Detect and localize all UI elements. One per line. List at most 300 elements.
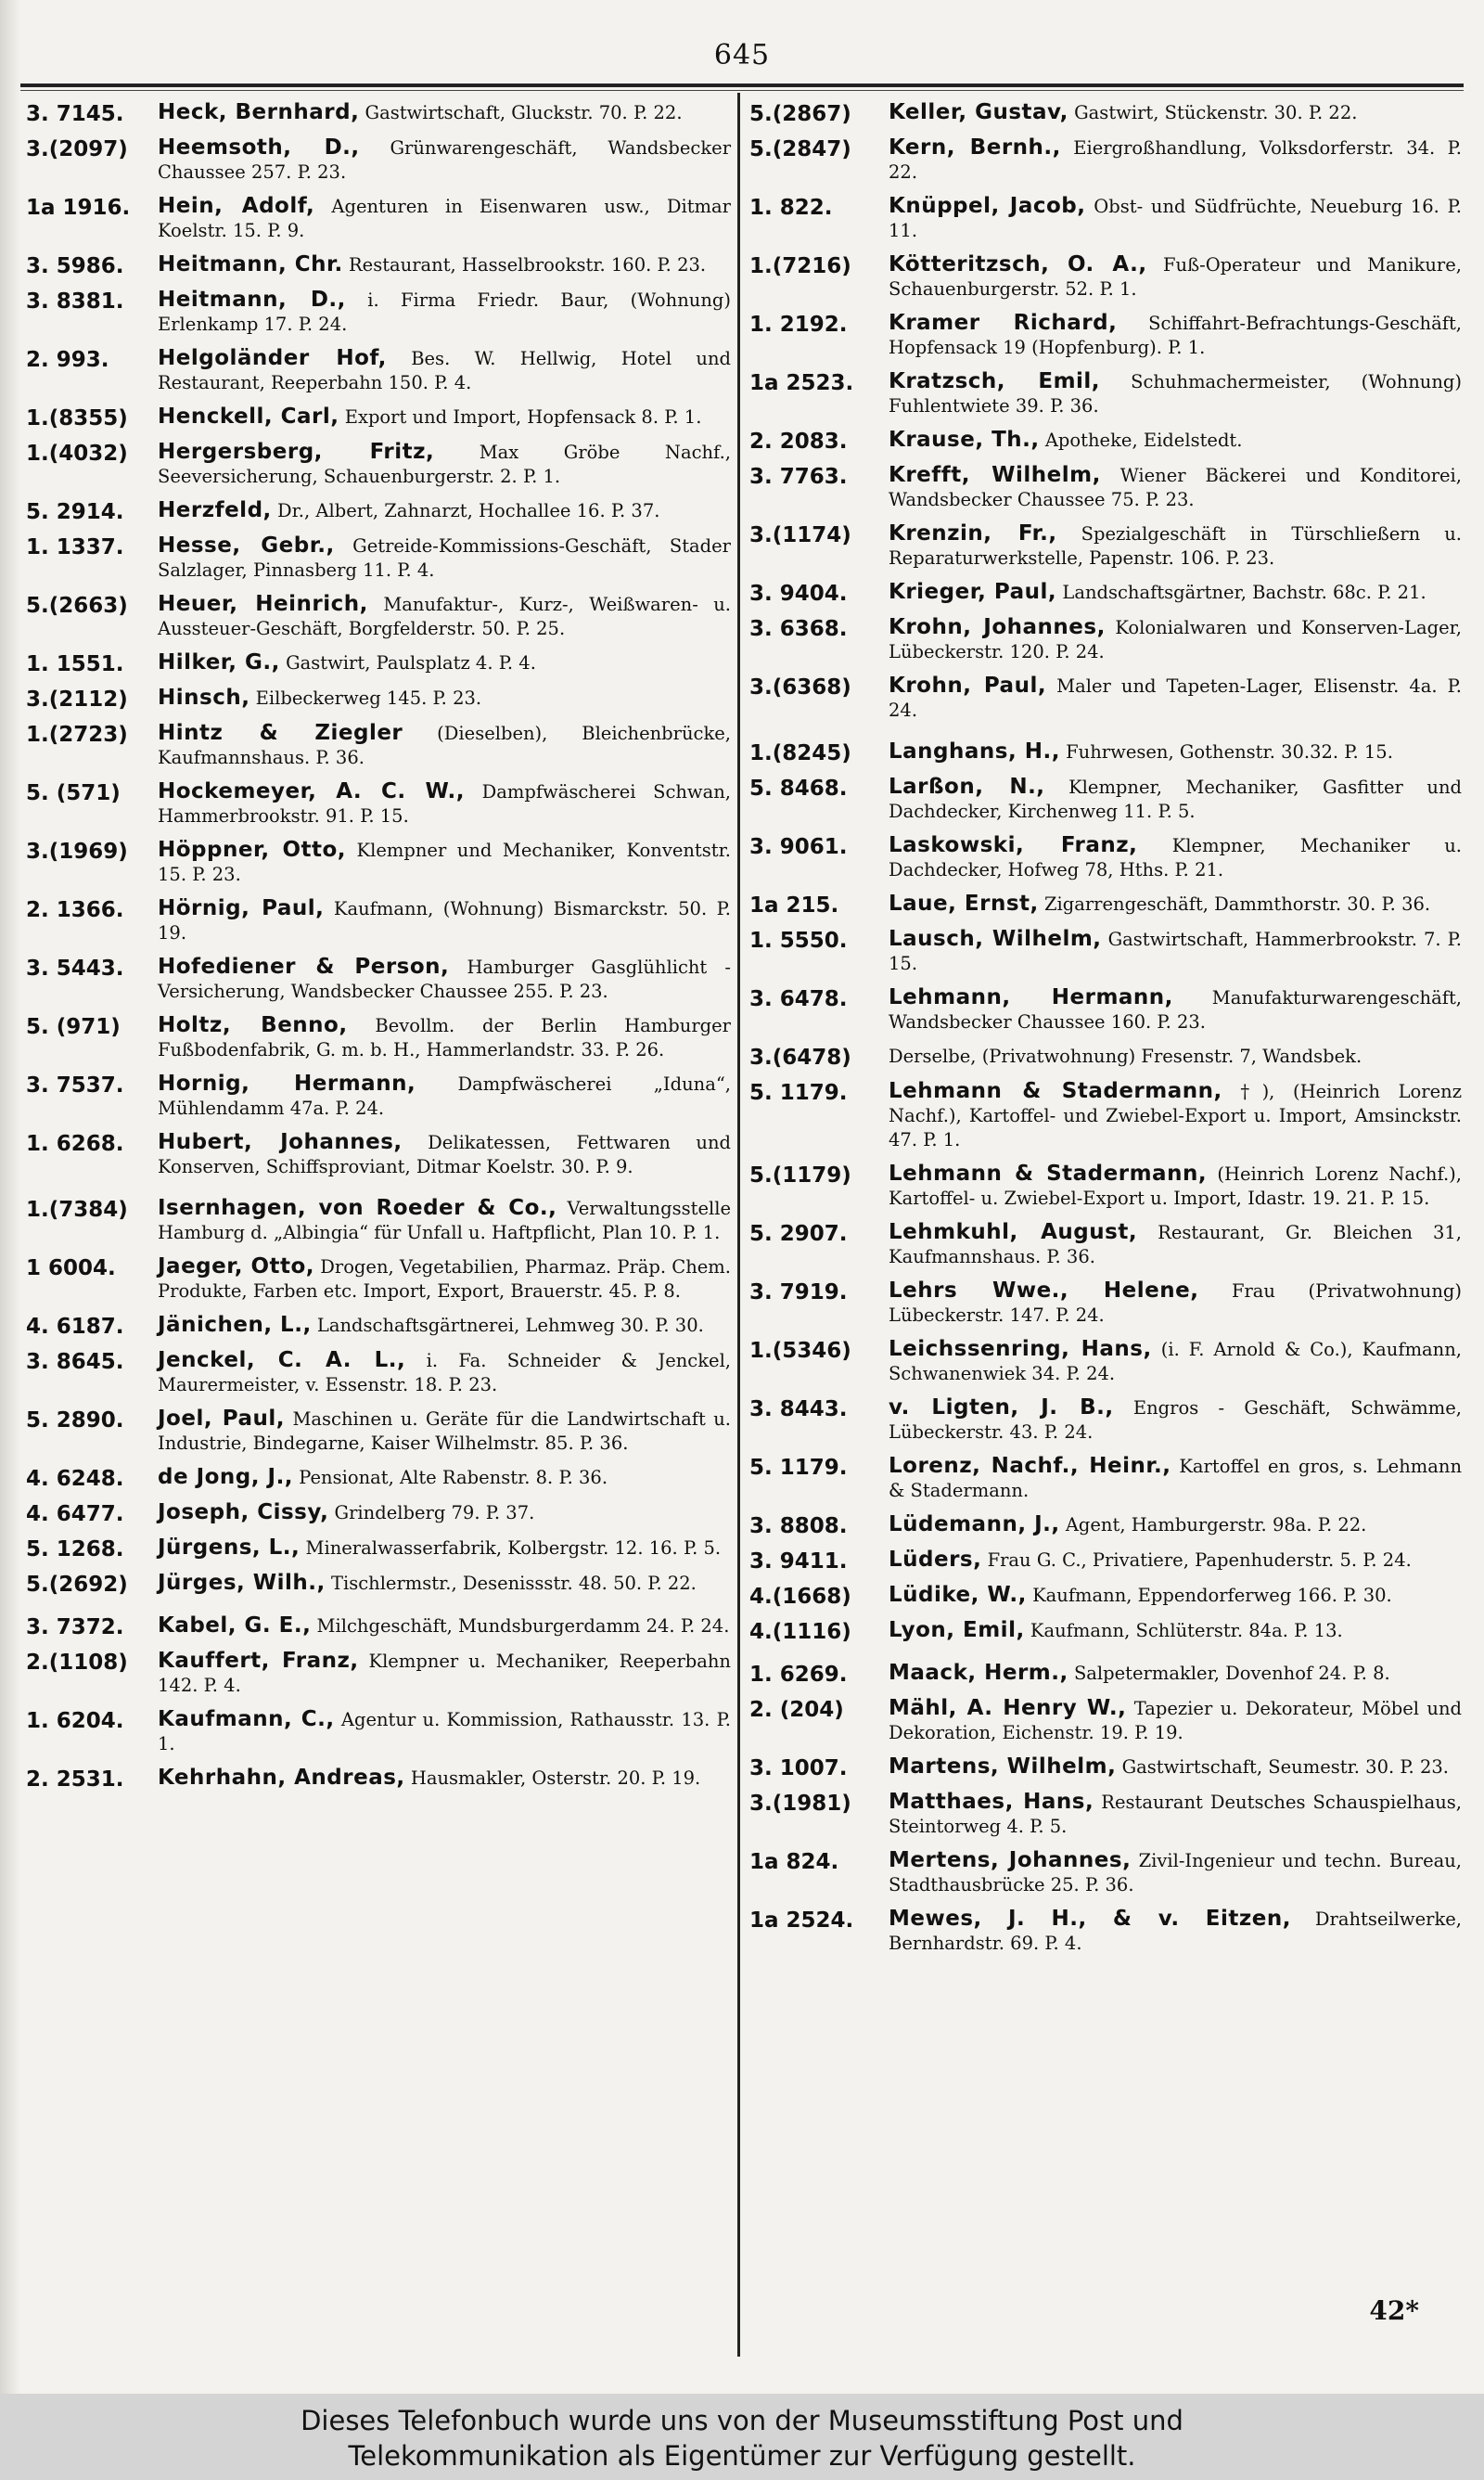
entry-name: Kötteritzsch, O. A., xyxy=(889,252,1147,276)
entry-name: Martens, Wilhelm, xyxy=(889,1754,1117,1779)
entry-text xyxy=(158,1348,731,1397)
entry-details: i. Firma Friedr. Baur, (Wohnung) Erlenkamp 17. P. 24. xyxy=(158,289,731,335)
entry-phone-number: 3. 8381. xyxy=(26,289,124,314)
entry-text xyxy=(158,1196,731,1245)
entry-name: Knüppel, Jacob, xyxy=(889,194,1086,218)
entry-text xyxy=(889,985,1462,1034)
footer-line-1: Dieses Telefonbuch wurde uns von der Museumsstiftung Post und xyxy=(301,2405,1183,2436)
directory-entry xyxy=(26,1072,731,1121)
directory-entry xyxy=(749,985,1462,1034)
entry-text xyxy=(889,927,1462,976)
entry-text xyxy=(889,521,1462,571)
directory-entry xyxy=(26,1649,731,1698)
entry-text xyxy=(158,721,731,770)
directory-entry xyxy=(26,194,731,243)
directory-entry xyxy=(26,100,731,126)
entry-text xyxy=(889,1907,1462,1956)
entry-phone-number: 1a 824. xyxy=(749,1850,839,1874)
directory-entry xyxy=(26,779,731,829)
entry-details: Landschaftsgärtner, Bachstr. 68c. P. 21. xyxy=(1062,582,1426,603)
entry-name: de Jong, J., xyxy=(158,1465,294,1489)
entry-phone-number: 5.(2867) xyxy=(749,102,851,126)
entry-name: Hergersberg, Fritz, xyxy=(158,440,435,464)
entry-details: Spezialgeschäft in Türschließern u. Reparaturwerkstelle, Papenstr. 106. P. 23. xyxy=(889,523,1462,569)
entry-text xyxy=(158,1536,731,1561)
entry-details: Tischlermstr., Desenissstr. 48. 50. P. 22. xyxy=(330,1573,697,1594)
entry-phone-number: 3. 5986. xyxy=(26,254,124,278)
entry-details: Grindelberg 79. P. 37. xyxy=(334,1502,535,1523)
entry-name: Holtz, Benno, xyxy=(158,1013,348,1037)
entry-phone-number: 3. 8808. xyxy=(749,1514,848,1538)
entry-text xyxy=(158,650,731,676)
entry-details: Agenturen in Eisenwaren usw., Ditmar Koelstr. 15. P. 9. xyxy=(158,196,731,241)
entry-text xyxy=(889,252,1462,302)
directory-entry xyxy=(26,838,731,887)
entry-name: Lüders, xyxy=(889,1548,982,1572)
entry-phone-number: 4.(1668) xyxy=(749,1585,851,1609)
entry-text xyxy=(158,1130,731,1179)
entry-name: Kern, Bernh., xyxy=(889,135,1061,160)
entry-phone-number: 1.(5346) xyxy=(749,1339,851,1363)
entry-name: Larßon, N., xyxy=(889,775,1045,799)
entry-phone-number: 4.(1116) xyxy=(749,1620,851,1644)
entry-name: Mewes, J. H., & v. Eitzen, xyxy=(889,1907,1291,1931)
entry-text xyxy=(158,1649,731,1698)
directory-entry xyxy=(26,1613,731,1639)
directory-entry xyxy=(26,896,731,945)
entry-name: Kaufmann, C., xyxy=(158,1707,335,1731)
entry-name: Krohn, Johannes, xyxy=(889,615,1106,639)
entry-details: Kartoffel en gros, s. Lehmann & Stadermann. xyxy=(889,1456,1462,1501)
footer-line-2: Telekommunikation als Eigentümer zur Verfügung gestellt. xyxy=(348,2440,1136,2472)
entry-text xyxy=(889,1162,1462,1211)
entry-details: Mineralwasserfabrik, Kolbergstr. 12. 16. P. 5. xyxy=(305,1537,722,1559)
directory-entry xyxy=(26,1500,731,1526)
entry-name: Hornig, Hermann, xyxy=(158,1072,416,1096)
entry-details: Fuhrwesen, Gothenstr. 30.32. P. 15. xyxy=(1066,741,1393,763)
entry-phone-number: 1.(2723) xyxy=(26,723,128,747)
entry-phone-number: 3. 7919. xyxy=(749,1280,848,1304)
entry-text xyxy=(889,1512,1462,1538)
directory-entry xyxy=(26,1536,731,1561)
entry-phone-number: 3. 6368. xyxy=(749,617,848,641)
entry-name: Langhans, H., xyxy=(889,739,1060,764)
entry-details: Klempner u. Mechaniker, Reeperbahn 142. P. 4. xyxy=(158,1651,731,1696)
entry-details: Dr., Albert, Zahnarzt, Hochallee 16. P. 37. xyxy=(276,500,660,521)
entry-phone-number: 3.(6478) xyxy=(749,1046,851,1070)
entry-text xyxy=(889,674,1462,723)
entry-text xyxy=(889,739,1462,765)
directory-entry xyxy=(26,288,731,337)
directory-entry xyxy=(749,1044,1462,1070)
directory-entry xyxy=(749,428,1462,454)
entry-name: Lausch, Wilhelm, xyxy=(889,927,1102,951)
entry-text xyxy=(158,194,731,243)
entry-phone-number: 4. 6477. xyxy=(26,1502,124,1526)
entry-name: Joseph, Cissy, xyxy=(158,1500,329,1524)
entry-details: Zivil-Ingenieur und techn. Bureau, Stadthausbrücke 25. P. 36. xyxy=(889,1850,1463,1895)
entry-text xyxy=(158,533,731,583)
entry-name: Krefft, Wilhelm, xyxy=(889,463,1101,487)
entry-details: Milchgeschäft, Mundsburgerdamm 24. P. 24. xyxy=(316,1615,730,1637)
entry-details: Gastwirtschaft, Gluckstr. 70. P. 22. xyxy=(365,102,683,123)
entry-phone-number: 3.(6368) xyxy=(749,675,851,700)
entry-name: Hofediener & Person, xyxy=(158,955,450,979)
entry-phone-number: 4. 6187. xyxy=(26,1315,124,1339)
entry-name: Jenckel, C. A. L., xyxy=(158,1348,406,1372)
entry-name: Kauffert, Franz, xyxy=(158,1649,359,1673)
entry-details: i. Fa. Schneider & Jenckel, Maurermeister, v. Essenstr. 18. P. 23. xyxy=(158,1350,732,1395)
entry-name: v. Ligten, J. B., xyxy=(889,1395,1114,1420)
entry-details: Obst- und Südfrüchte, Neueburg 16. P. 11. xyxy=(889,196,1462,241)
directory-entry xyxy=(749,1454,1462,1503)
entry-name: Jürgens, L., xyxy=(158,1536,301,1560)
entry-text xyxy=(158,252,731,278)
entry-phone-number: 1.(7216) xyxy=(749,254,851,278)
entry-text xyxy=(889,1790,1462,1839)
directory-entry xyxy=(749,1661,1462,1687)
entry-phone-number: 3.(2097) xyxy=(26,137,128,161)
entry-name: Mertens, Johannes, xyxy=(889,1848,1132,1872)
entry-name: Lehmann, Hermann, xyxy=(889,985,1173,1009)
entry-text xyxy=(889,833,1462,882)
directory-entry xyxy=(749,252,1462,302)
entry-phone-number: 3. 6478. xyxy=(749,987,848,1011)
entry-text xyxy=(158,135,731,185)
entry-details: Gastwirt, Stückenstr. 30. P. 22. xyxy=(1074,102,1358,123)
directory-entry xyxy=(749,615,1462,664)
page-signature: 42* xyxy=(1369,2295,1419,2326)
entry-name: Helgoländer Hof, xyxy=(158,346,387,370)
entry-text xyxy=(158,1766,731,1792)
entry-phone-number: 3. 7537. xyxy=(26,1073,124,1098)
entry-text xyxy=(889,369,1462,418)
directory-entry xyxy=(26,650,731,676)
directory-entry xyxy=(749,833,1462,882)
entry-phone-number: 3. 9404. xyxy=(749,582,848,606)
directory-entry xyxy=(26,1130,731,1179)
footer-notice xyxy=(0,2394,1484,2480)
entry-text xyxy=(889,135,1462,185)
entry-phone-number: 3.(2112) xyxy=(26,687,128,712)
entry-phone-number: 3. 7763. xyxy=(749,465,848,489)
entry-text xyxy=(889,775,1462,824)
entry-phone-number: 1a 1916. xyxy=(26,196,131,220)
entry-name: Maack, Herm., xyxy=(889,1661,1068,1685)
entry-phone-number: 5. 2914. xyxy=(26,500,124,524)
entry-text xyxy=(158,1571,731,1597)
directory-entry xyxy=(26,440,731,489)
entry-details: Gastwirtschaft, Seumestr. 30. P. 23. xyxy=(1121,1756,1449,1778)
directory-entry xyxy=(749,674,1462,723)
entry-name: Joel, Paul, xyxy=(158,1407,286,1431)
entry-details: Agent, Hamburgerstr. 98a. P. 22. xyxy=(1065,1514,1367,1536)
entry-details: Kaufmann, (Wohnung) Bismarckstr. 50. P. 19. xyxy=(158,898,731,944)
entry-name: Höppner, Otto, xyxy=(158,838,347,862)
entry-phone-number: 3. 5443. xyxy=(26,957,124,981)
entry-phone-number: 3. 7372. xyxy=(26,1615,124,1639)
entry-details: Kolonialwaren und Konserven-Lager, Lübeckerstr. 120. P. 24. xyxy=(889,617,1462,662)
entry-phone-number: 3. 1007. xyxy=(749,1756,848,1780)
entry-text xyxy=(889,1696,1462,1745)
entry-text xyxy=(158,1013,731,1062)
column-divider xyxy=(737,93,740,2357)
entry-phone-number: 1. 6204. xyxy=(26,1709,124,1733)
directory-entry xyxy=(749,1754,1462,1780)
entry-text xyxy=(158,896,731,945)
entry-phone-number: 3. 9061. xyxy=(749,835,848,859)
directory-entry xyxy=(26,498,731,524)
directory-entry xyxy=(749,892,1462,918)
entry-phone-number: 1. 822. xyxy=(749,196,833,220)
entry-details: Schuhmachermeister, (Wohnung) Fuhlentwiete 39. P. 36. xyxy=(889,371,1462,417)
entry-details: Frau G. C., Privatiere, Papenhuderstr. 5. P. 24. xyxy=(987,1549,1412,1571)
entry-details: Delikatessen, Fettwaren und Konserven, Schiffsproviant, Ditmar Koelstr. 30. P. 9. xyxy=(158,1132,731,1177)
entry-details: Dampfwäscherei Schwan, Hammerbrookstr. 91. P. 15. xyxy=(158,781,731,827)
directory-entry xyxy=(26,405,731,430)
directory-entry xyxy=(749,521,1462,571)
entry-phone-number: 3. 8443. xyxy=(749,1397,848,1421)
entry-text xyxy=(158,288,731,337)
entry-details: Max Gröbe Nachf., Seeversicherung, Schauenburgerstr. 2. P. 1. xyxy=(158,442,731,487)
directory-entry xyxy=(749,1907,1462,1956)
entry-phone-number: 1a 215. xyxy=(749,893,839,918)
entry-phone-number: 1. 1337. xyxy=(26,535,124,559)
directory-entry xyxy=(26,1254,731,1304)
entry-phone-number: 1. 6269. xyxy=(749,1663,848,1687)
directory-entry xyxy=(749,1220,1462,1269)
entry-details: Agentur u. Kommission, Rathausstr. 13. P. 1. xyxy=(158,1709,732,1754)
entry-name: Herzfeld, xyxy=(158,498,272,522)
directory-entry xyxy=(749,1548,1462,1574)
entry-phone-number: 1a 2523. xyxy=(749,371,854,395)
entry-details: Restaurant Deutsches Schauspielhaus, Steintorweg 4. P. 5. xyxy=(889,1792,1462,1837)
directory-entry xyxy=(26,346,731,395)
entry-name: Hein, Adolf, xyxy=(158,194,315,218)
entry-phone-number: 2. 2083. xyxy=(749,430,848,454)
entry-details: Hamburger Gasglühlicht - Versicherung, Wandsbecker Chaussee 255. P. 23. xyxy=(158,957,731,1002)
entry-details: Drogen, Vegetabilien, Pharmaz. Präp. Chem. Produkte, Farben etc. Import, Export, Brauerstr. 45. P. 8. xyxy=(158,1256,731,1302)
entry-text xyxy=(158,498,731,524)
entry-details: Derselbe, (Privatwohnung) Fresenstr. 7, Wandsbek. xyxy=(889,1046,1362,1067)
entry-text xyxy=(889,1337,1462,1386)
directory-entry xyxy=(749,1162,1462,1211)
entry-name: Lehmkuhl, August, xyxy=(889,1220,1138,1244)
entry-text xyxy=(889,1754,1462,1780)
entry-name: Krieger, Paul, xyxy=(889,580,1057,604)
entry-name: Lüdike, W., xyxy=(889,1583,1027,1607)
top-rule xyxy=(20,84,1464,91)
entry-details: Drahtseilwerke, Bernhardstr. 69. P. 4. xyxy=(889,1908,1463,1954)
entry-details: Bes. W. Hellwig, Hotel und Restaurant, Reeperbahn 150. P. 4. xyxy=(158,348,731,393)
entry-text xyxy=(158,955,731,1004)
directory-entry xyxy=(749,1079,1462,1152)
entry-details: Kaufmann, Eppendorferweg 166. P. 30. xyxy=(1032,1585,1392,1606)
entry-name: Hinsch, xyxy=(158,686,250,710)
entry-text xyxy=(158,1613,731,1639)
entry-details: Verwaltungsstelle Hamburg d. „Albingia“ für Unfall u. Haftpflicht, Plan 10. P. 1. xyxy=(158,1198,732,1243)
entry-phone-number: 4. 6248. xyxy=(26,1467,124,1491)
directory-entry xyxy=(26,592,731,641)
entry-phone-number: 2. 2531. xyxy=(26,1767,124,1792)
entry-text xyxy=(158,405,731,430)
entry-name: Lüdemann, J., xyxy=(889,1512,1060,1536)
directory-entry xyxy=(26,1707,731,1756)
entry-phone-number: 1. 6268. xyxy=(26,1132,124,1156)
entry-name: Krohn, Paul, xyxy=(889,674,1047,698)
entry-details: Getreide-Kommissions-Geschäft, Stader Salzlager, Pinnasberg 11. P. 4. xyxy=(158,535,732,581)
entry-details: Schiffahrt-Befrachtungs-Geschäft, Hopfensack 19 (Hopfenburg). P. 1. xyxy=(889,313,1462,358)
entry-details: Pensionat, Alte Rabenstr. 8. P. 36. xyxy=(299,1467,608,1488)
entry-details: Landschaftsgärtnerei, Lehmweg 30. P. 30. xyxy=(316,1315,704,1336)
directory-entry xyxy=(26,1571,731,1597)
entry-text xyxy=(889,428,1462,454)
entry-name: Lehmann & Stadermann, xyxy=(889,1162,1208,1186)
entry-name: Hilker, G., xyxy=(158,650,280,675)
entry-name: Heitmann, D., xyxy=(158,288,346,312)
entry-text xyxy=(158,440,731,489)
entry-name: Kratzsch, Emil, xyxy=(889,369,1101,393)
entry-details: Wiener Bäckerei und Konditorei, Wandsbecker Chaussee 75. P. 23. xyxy=(889,465,1462,510)
directory-entry xyxy=(749,927,1462,976)
entry-details: Hausmakler, Osterstr. 20. P. 19. xyxy=(410,1767,701,1789)
entry-phone-number: 5. 1268. xyxy=(26,1537,124,1561)
entry-phone-number: 5.(2692) xyxy=(26,1573,128,1597)
entry-name: Lyon, Emil, xyxy=(889,1618,1025,1642)
entry-text xyxy=(158,686,731,712)
entry-name: Leichssenring, Hans, xyxy=(889,1337,1152,1361)
directory-entry xyxy=(749,1790,1462,1839)
entry-text xyxy=(158,1707,731,1756)
entry-phone-number: 3.(1174) xyxy=(749,523,851,547)
entry-name: Heemsoth, D., xyxy=(158,135,360,160)
entry-phone-number: 5.(2847) xyxy=(749,137,851,161)
entry-details: Salpetermakler, Dovenhof 24. P. 8. xyxy=(1073,1663,1390,1684)
entry-name: Heck, Bernhard, xyxy=(158,100,360,124)
entry-phone-number: 5. (971) xyxy=(26,1015,121,1039)
entry-details: Gastwirt, Paulsplatz 4. P. 4. xyxy=(286,652,536,674)
entry-name: Kramer Richard, xyxy=(889,311,1118,335)
entry-phone-number: 5.(1179) xyxy=(749,1163,851,1188)
entry-phone-number: 5. 1179. xyxy=(749,1456,848,1480)
entry-phone-number: 1. 1551. xyxy=(26,652,124,676)
directory-entry xyxy=(749,463,1462,512)
directory-entry xyxy=(749,775,1462,824)
entry-phone-number: 3. 8645. xyxy=(26,1350,124,1374)
entry-phone-number: 5. 1179. xyxy=(749,1081,848,1105)
entry-name: Henckell, Carl, xyxy=(158,405,339,429)
entry-details: †), (Heinrich Lorenz Nachf.), Kartoffel- und Zwiebel-Export u. Import, Amsinckstr. 47. P. 1. xyxy=(889,1081,1462,1150)
entry-text xyxy=(158,100,731,126)
entry-name: Kehrhahn, Andreas, xyxy=(158,1766,405,1790)
entry-text xyxy=(158,1254,731,1304)
directory-entry xyxy=(749,1279,1462,1328)
entry-details: Bevollm. der Berlin Hamburger Fußbodenfabrik, G. m. b. H., Hammerlandstr. 33. P. 26. xyxy=(158,1015,732,1060)
entry-phone-number: 2. (204) xyxy=(749,1698,844,1722)
entry-phone-number: 5. (571) xyxy=(26,781,121,805)
entry-name: Krenzin, Fr., xyxy=(889,521,1057,546)
directory-entry xyxy=(749,311,1462,360)
entry-text xyxy=(889,194,1462,243)
entry-name: Jänichen, L., xyxy=(158,1313,312,1337)
entry-text xyxy=(889,311,1462,360)
entry-details: Tapezier u. Dekorateur, Möbel und Dekoration, Eichenstr. 19. P. 19. xyxy=(889,1698,1462,1743)
directory-entry xyxy=(26,1013,731,1062)
entry-details: Kaufmann, Schlüterstr. 84a. P. 13. xyxy=(1030,1620,1343,1641)
directory-entry xyxy=(26,1407,731,1456)
right-column xyxy=(749,100,1462,1965)
entry-details: Engros - Geschäft, Schwämme, Lübeckerstr. 43. P. 24. xyxy=(889,1397,1462,1443)
entry-text xyxy=(889,1279,1462,1328)
directory-entry xyxy=(26,1766,731,1792)
entry-phone-number: 1. 5550. xyxy=(749,929,848,953)
entry-name: Jürges, Wilh., xyxy=(158,1571,326,1595)
directory-entry xyxy=(749,1583,1462,1609)
directory-entry xyxy=(749,580,1462,606)
entry-name: Matthaes, Hans, xyxy=(889,1790,1094,1814)
entry-phone-number: 2.(1108) xyxy=(26,1651,128,1675)
entry-phone-number: 1.(4032) xyxy=(26,442,128,466)
entry-phone-number: 1.(7384) xyxy=(26,1198,128,1222)
entry-details: (i. F. Arnold & Co.), Kaufmann, Schwanenwiek 34. P. 24. xyxy=(889,1339,1463,1384)
entry-phone-number: 1a 2524. xyxy=(749,1908,854,1933)
entry-name: Hintz & Ziegler xyxy=(158,721,403,745)
entry-details: Klempner, Mechaniker, Gasfitter und Dachdecker, Kirchenweg 11. P. 5. xyxy=(889,777,1462,822)
entry-phone-number: 5.(2663) xyxy=(26,594,128,618)
entry-details: Eilbeckerweg 145. P. 23. xyxy=(255,687,482,709)
entry-details: Restaurant, Gr. Bleichen 31, Kaufmannshaus. P. 36. xyxy=(889,1222,1463,1267)
entry-details: Frau (Privatwohnung) Lübeckerstr. 147. P. 24. xyxy=(889,1280,1462,1326)
entry-details: (Dieselben), Bleichenbrücke, Kaufmannshaus. P. 36. xyxy=(158,723,732,768)
entry-name: Heitmann, Chr. xyxy=(158,252,343,276)
left-column xyxy=(26,100,731,1801)
entry-phone-number: 3.(1969) xyxy=(26,840,128,864)
entry-phone-number: 3. 7145. xyxy=(26,102,124,126)
entry-text xyxy=(889,1583,1462,1609)
entry-details: (Heinrich Lorenz Nachf.), Kartoffel- u. Zwiebel-Export u. Import, Idastr. 19. 21. P. 15. xyxy=(889,1163,1462,1209)
entry-details: Export und Import, Hopfensack 8. P. 1. xyxy=(344,406,702,428)
entry-text xyxy=(158,592,731,641)
directory-entry xyxy=(26,686,731,712)
entry-text xyxy=(889,1220,1462,1269)
entry-name: Lorenz, Nachf., Heinr., xyxy=(889,1454,1171,1478)
entry-text xyxy=(158,1072,731,1121)
directory-entry xyxy=(749,1512,1462,1538)
directory-entry xyxy=(26,1348,731,1397)
entry-name: Heuer, Heinrich, xyxy=(158,592,368,616)
entry-name: Laue, Ernst, xyxy=(889,892,1039,916)
entry-name: Kabel, G. E., xyxy=(158,1613,312,1638)
entry-details: Maler und Tapeten-Lager, Elisenstr. 4a. P. 24. xyxy=(889,675,1462,721)
directory-entry xyxy=(26,135,731,185)
entry-text xyxy=(158,779,731,829)
directory-entry xyxy=(749,135,1462,185)
directory-entry xyxy=(26,721,731,770)
entry-text xyxy=(889,580,1462,606)
entry-phone-number: 1 6004. xyxy=(26,1256,116,1280)
entry-name: Lehrs Wwe., Helene, xyxy=(889,1279,1199,1303)
entry-details: Grünwarengeschäft, Wandsbecker Chaussee 257. P. 23. xyxy=(158,137,732,183)
entry-details: Manufakturwarengeschäft, Wandsbecker Chaussee 160. P. 23. xyxy=(889,987,1462,1033)
entry-name: Laskowski, Franz, xyxy=(889,833,1138,857)
entry-details: Restaurant, Hasselbrookstr. 160. P. 23. xyxy=(348,254,707,276)
entry-phone-number: 5. 2890. xyxy=(26,1408,124,1433)
entry-name: Mähl, A. Henry W., xyxy=(889,1696,1127,1720)
entry-text xyxy=(158,1313,731,1339)
entry-details: Zigarrengeschäft, Dammthorstr. 30. P. 36. xyxy=(1043,893,1431,915)
directory-entry xyxy=(749,1848,1462,1897)
entry-text xyxy=(889,1548,1462,1574)
